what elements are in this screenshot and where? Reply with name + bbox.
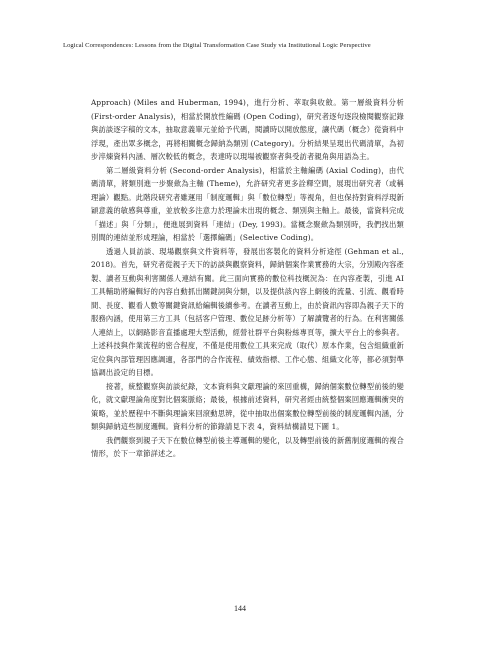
- page-number: 144: [234, 604, 246, 613]
- running-header: Logical Correspondences: Lessons from the Digital Transformation Case Study via Institutional Logic Perspective: [63, 42, 371, 49]
- paragraph-5: 我們觀察到親子天下在數位轉型前後主導邏輯的變化，以及轉型前後的新舊制度邏輯的複合情形，於下一章節詳述之。: [91, 435, 404, 458]
- body-text: [91, 96, 404, 461]
- paragraph-1: Approach) (Miles and Huberman, 1994)，進行分析、萃取與收斂。第一層級資料分析 (First-order Analysis)，相當於開放性編碼 (Open Coding)，研究者逐句逐段檢閱觀察記錄與訪談逐字稿的文本，抽取意義單元並給予代碼，閱讀時以開放態度，讓代碼（概念）從資料中浮現，產出眾多概念，再將相關概念歸納為類別 (Category)。分析結果呈現出代碼清單，為初步淬煉資料內涵、層次較低的概念，表達時以現場被觀察者與受訪者親角與用語為主。: [91, 98, 404, 161]
- paragraph-4: 接著，統整觀察與訪談紀錄，文本資料與文獻理論的來回重構，歸納個案數位轉型前後的變化，就文獻理論角度對比個案脈絡；最後，根據前述資料，研究者經由統整個案回應邏輯衝突的策略，並於歷程中不斷與理論來回滾動思辨，從中抽取出個案數位轉型前後的制度邏輯內涵，分類與歸納這些制度邏輯。資料分析的節錄請見下表 4，資料結構請見下圖 1。: [91, 381, 404, 431]
- paragraph-3: 透過人員訪談、現場觀察與文件資料等，發展出客製化的資料分析途徑 (Gehman et al., 2018)。首先，研究者從親子天下的訪談與觀察資料，歸納個案作業實務的大宗，分別殿內容產製、讀者互動與利害關係人連結有關。此三面向實務的數位科技概況為：在內容產製，引進 AI 工具輔助將編輯好的內容自動抓出關鍵詞與分類，以及提供該內容上網後的流量、引流、觀看時間、長度、觀看人數等關鍵資訊給編輯後續參考。在讀者互動上，由於資訊內容即為親子天下的服務內涵，使用第三方工具（包括客户管理、數位足跡分析等）了解讀覽者的行為。在利害關係人連結上，以網路影音直播處理大型活動，經營社群平台與粉絲專頁等，擴大平台上的參與者。上述科技與作業流程的密合程度，不僅是使用數位工具來完成（取代）原本作業，包含組織重新定位與內部管理因應調適，各部門的合作流程、績效指標、工作心態、組織文化等，都必須對準協調出設定的目標。: [91, 246, 404, 377]
- paragraph-2: 第二層級資料分析 (Second-order Analysis)，相當於主軸編碼 (Axial Coding)，由代碼清單，將類別進一步聚歛為主軸 (Theme)，允許研究者更多詮釋空間，展現出研究者（或稱理論）觀點。此階段研究者雖運用「制度邏輯」與「數位轉型」等視角，但也保持對資料浮現新穎意義的敏感與尊重，並放較多注意力於理論未出現的概念、類別與主軸上。最後，當資料完成「描述」與「分類」，便進展到資料「連結」(Dey, 1993)。當概念聚歛為類別時，我們找出類別間的連結並形成理論，相當於「選擇編碼」(Selective Coding)。: [91, 165, 404, 242]
